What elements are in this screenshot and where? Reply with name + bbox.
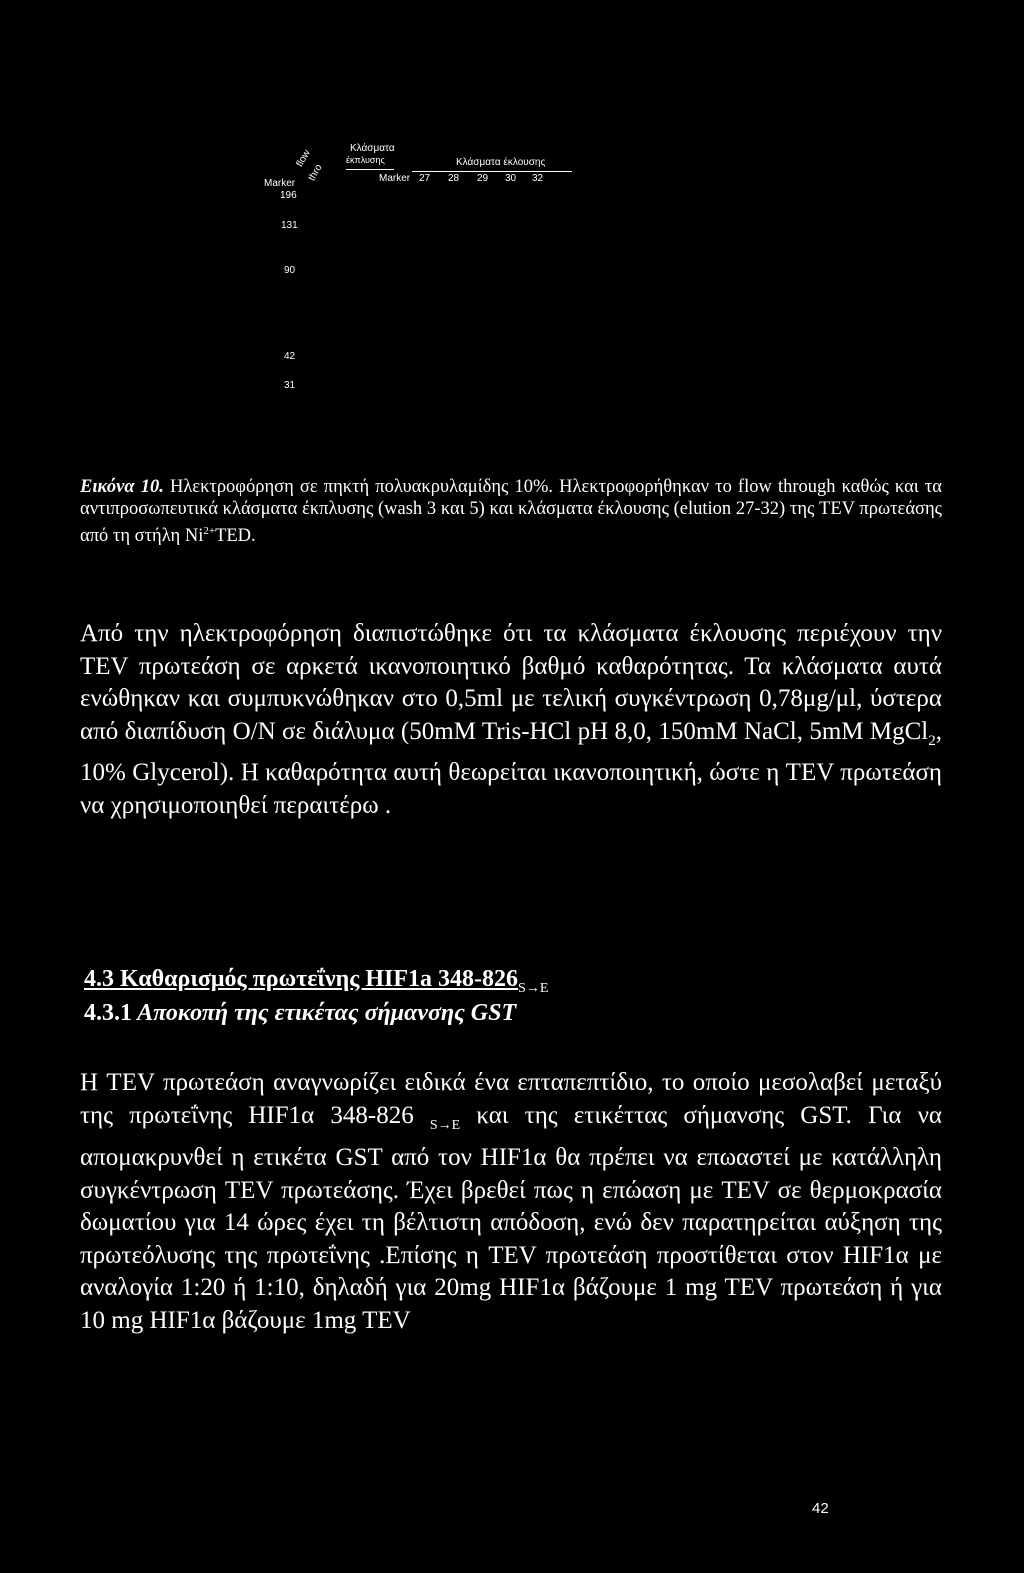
gel-mw-marker: 196 [280, 190, 297, 201]
gel-lane-label: 29 [477, 173, 489, 184]
gel-marker-left-label: Marker [264, 178, 296, 189]
paragraph-1-text: Από την ηλεκτροφόρηση διαπιστώθηκε ότι τα κλάσματα έκλουσης περιέχουν την TEV πρωτεάση σε αρκετά ικανοποιητικό βαθμό καθαρότητας. Τα κλάσματα αυτά ενώθηκαν και συμπυκνώθηκαν στο 0,5ml με τελική συγκέντρωση 0,78μg/μl, ύστερα από διαπίδυση O/N σε διάλυμα (50mM Tris-HCl pH 8,0, 150mM NaCl, 5mM MgCl [80, 620, 942, 745]
gel-left-group-header2: έκπλυσης [346, 155, 385, 165]
section-heading [84, 966, 548, 997]
gel-left-group-line [346, 169, 394, 170]
section-heading-text: 4.3 Καθαρισμός πρωτεΐνης HIF1a 348-826 [84, 966, 519, 992]
gel-left-group-header: Κλάσματα [350, 143, 395, 154]
caption-superscript: 2+ [203, 525, 216, 537]
subsection-heading-text: Αποκοπή της ετικέτας σήμανσης GST [132, 1000, 517, 1026]
figure-caption [80, 476, 942, 547]
gel-mw-marker: 31 [284, 380, 296, 391]
caption-end: TED. [215, 526, 256, 547]
paragraph-1-end: , 10% Glycerol). Η καθαρότητα αυτή θεωρείται ικανοποιητική, ώστε η TEV πρωτεάση να χρησιμοποιηθεί περαιτέρω . [80, 717, 942, 819]
caption-text: Ηλεκτροφόρηση σε πηκτή πολυακρυλαμίδης 10%. Ηλεκτροφορήθηκαν το flow through καθώς και τα αντιπροσωπευτικά κλάσματα έκπλυσης (wash 3 και 5) και κλάσματα έκλουσης (elution 27-32) της TEV πρωτεάσης από τη στήλη Ni [80, 477, 942, 547]
gel-lane-label: 28 [448, 173, 460, 184]
gel-lane-label: 27 [419, 173, 431, 184]
page-number: 42 [812, 1500, 829, 1517]
section-heading-subscript: S→E [518, 980, 549, 996]
paragraph-2 [80, 1067, 942, 1337]
gel-flow-label: flow [294, 148, 313, 169]
gel-right-group-line [412, 171, 572, 172]
gel-marker-right-label: Marker [379, 173, 411, 184]
subsection-heading [84, 1000, 516, 1027]
gel-thro-label: thro [306, 162, 325, 183]
gel-mw-marker: 90 [284, 265, 296, 276]
gel-lane-label: 30 [505, 173, 517, 184]
gel-right-group-header: Κλάσματα έκλουσης [456, 157, 546, 168]
gel-mw-marker: 131 [281, 220, 298, 231]
gel-mw-marker: 42 [284, 351, 296, 362]
gel-lane-label: 32 [532, 173, 544, 184]
paragraph-2-text-a: Η TEV πρωτεάση αναγνωρίζει ειδικά ένα επταπεπτίδιο, το οποίο μεσολαβεί μεταξύ της πρωτεΐνης HIF1α 348-826 [80, 1069, 942, 1129]
subsection-number: 4.3.1 [84, 1000, 132, 1026]
paragraph-1 [80, 618, 942, 822]
figure-label: Εικόνα 10. [80, 477, 164, 497]
gel-figure [0, 0, 1024, 470]
paragraph-2-subscript: S→E [429, 1117, 461, 1133]
paragraph-2-text-b: και της ετικέττας σήμανσης GST. Για να απομακρυνθεί η ετικέτα GST από τον HIF1α θα πρέπει να επωαστεί με κατάλληλη συγκέντρωση TEV πρωτεάσης. Έχει βρεθεί πως η επώαση με TEV σε θερμοκρασία δωματίου για 14 ώρες έχει τη βέλτιστη απόδοση, ενώ δεν παρατηρείται αύξηση της πρωτεόλυσης της πρωτεΐνης .Επίσης η TEV πρωτεάση προστίθεται στον HIF1α με αναλογία 1:20 ή 1:10, δηλαδή για 20mg HIF1α βάζουμε 1 mg TEV πρωτεάση ή για 10 mg HIF1α βάζουμε 1mg TEV [80, 1101, 943, 1334]
paragraph-1-subscript: 2 [928, 732, 936, 749]
